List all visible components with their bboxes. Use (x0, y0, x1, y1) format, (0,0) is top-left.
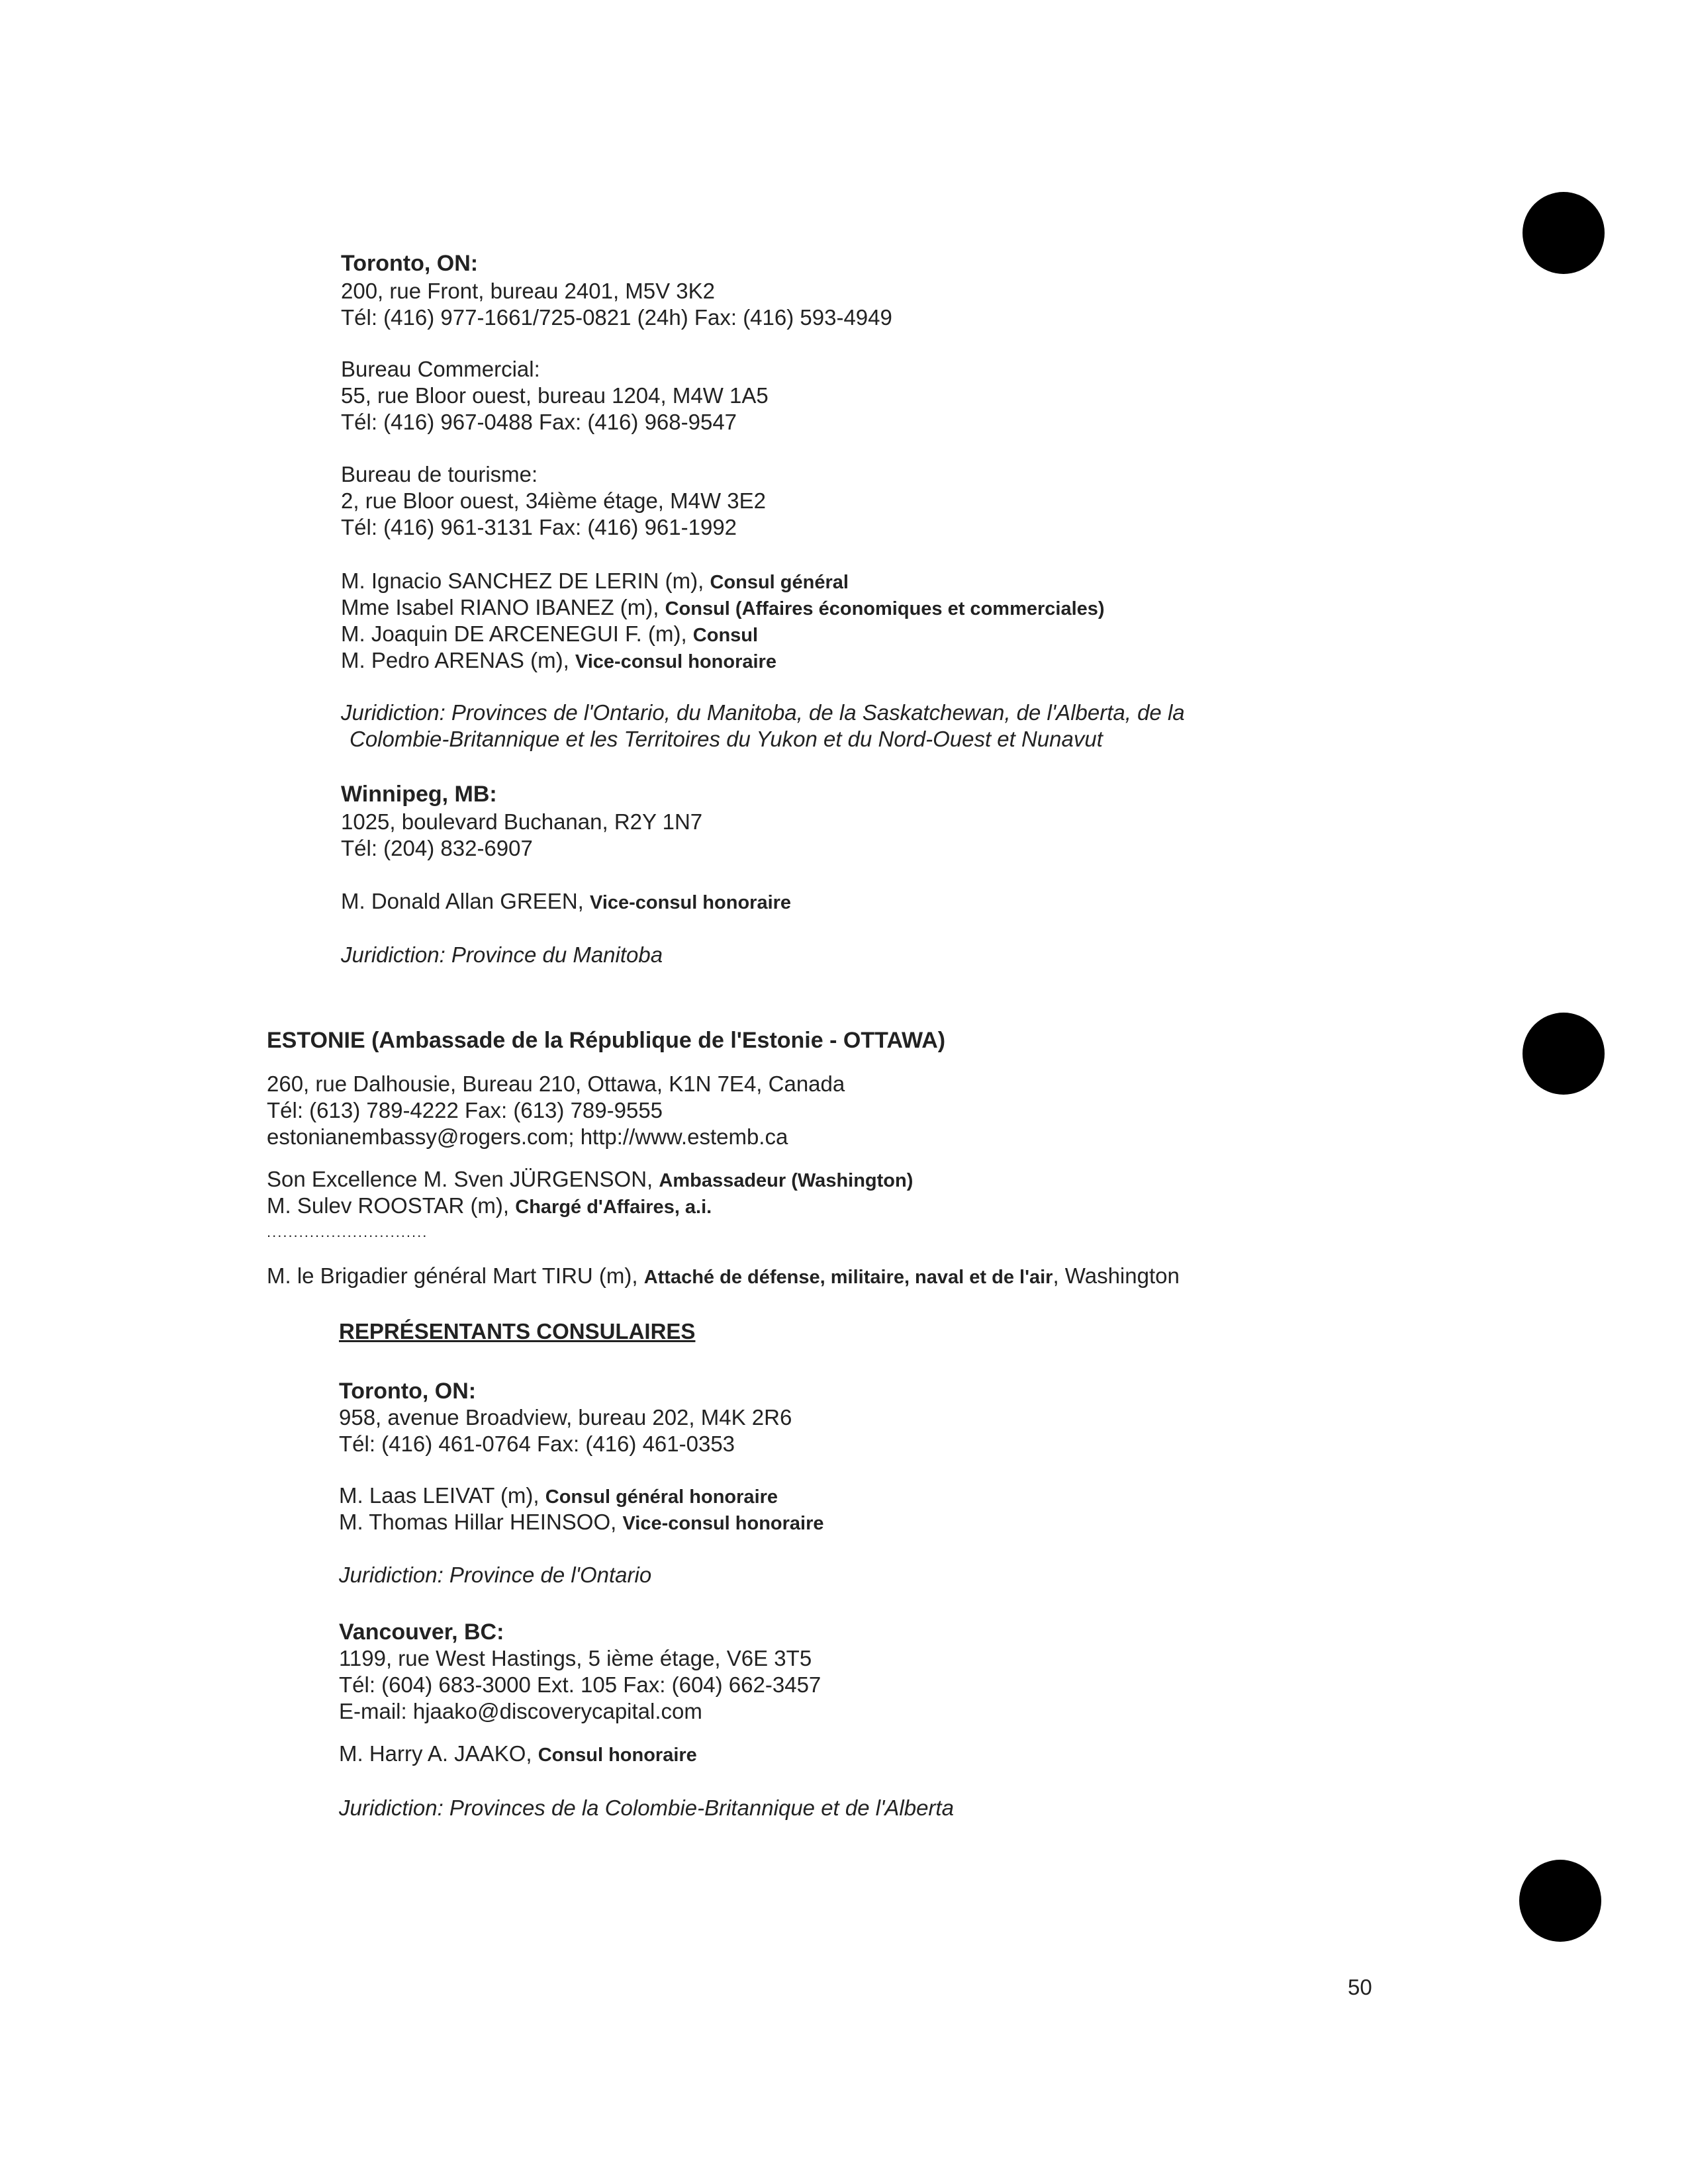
address-line: 2, rue Bloor ouest, 34ième étage, M4W 3E2 (341, 488, 767, 513)
staff-name: M. Pedro ARENAS (m), (341, 648, 575, 672)
staff-name: Mme Isabel RIANO IBANEZ (m), (341, 595, 665, 619)
address-line: 55, rue Bloor ouest, bureau 1204, M4W 1A5 (341, 383, 769, 408)
tourism-office-label: Bureau de tourisme: (341, 462, 538, 486)
staff-entry (267, 1166, 913, 1194)
address-line: 260, rue Dalhousie, Bureau 210, Ottawa, K1N 7E4, Canada (267, 1071, 845, 1096)
phone-line: Tél: (604) 683-3000 Ext. 105 Fax: (604) 662-3457 (339, 1672, 821, 1697)
staff-role: Consul (692, 625, 759, 646)
jurisdiction-line: Colombie-Britannique et les Territoires du Yukon et du Nord-Ouest et Nunavut (350, 727, 1103, 751)
staff-entry (341, 888, 791, 916)
staff-name: M. Joaquin DE ARCENEGUI F. (m), (341, 621, 693, 646)
staff-role: Consul (Affaires économiques et commerciales) (665, 598, 1105, 619)
staff-location: , Washington (1053, 1263, 1180, 1288)
jurisdiction-line: Juridiction: Province de l'Ontario (339, 1563, 652, 1587)
consular-representatives-heading: REPRÉSENTANTS CONSULAIRES (339, 1319, 696, 1343)
staff-entry (341, 647, 776, 675)
punch-hole-middle (1523, 1013, 1605, 1095)
staff-name: M. Harry A. JAAKO, (339, 1741, 538, 1766)
staff-name: Son Excellence M. Sven JÜRGENSON, (267, 1167, 659, 1191)
address-line: 958, avenue Broadview, bureau 202, M4K 2R6 (339, 1405, 792, 1430)
dotted-separator: .............................. (267, 1224, 428, 1240)
section-heading-vancouver: Vancouver, BC: (339, 1619, 504, 1645)
staff-name: M. Thomas Hillar HEINSOO, (339, 1510, 623, 1534)
phone-line: Tél: (416) 967-0488 Fax: (416) 968-9547 (341, 410, 737, 434)
staff-name: M. Ignacio SANCHEZ DE LERIN (m), (341, 569, 710, 593)
email-line: E-mail: hjaako@discoverycapital.com (339, 1699, 702, 1723)
staff-role: Vice-consul honoraire (590, 892, 792, 913)
phone-line: Tél: (204) 832-6907 (341, 836, 533, 860)
staff-name: M. Donald Allan GREEN, (341, 889, 590, 913)
staff-role: Consul général (710, 572, 849, 593)
phone-line: Tél: (613) 789-4222 Fax: (613) 789-9555 (267, 1098, 663, 1122)
staff-name: M. Sulev ROOSTAR (m), (267, 1193, 516, 1218)
punch-hole-bottom (1519, 1860, 1601, 1942)
address-line: 200, rue Front, bureau 2401, M5V 3K2 (341, 279, 716, 303)
staff-role: Attaché de défense, militaire, naval et de l'air (643, 1267, 1053, 1288)
jurisdiction-line: Juridiction: Provinces de l'Ontario, du Manitoba, de la Saskatchewan, de l'Alberta, de la (341, 700, 1185, 725)
section-heading-toronto: Toronto, ON: (341, 251, 479, 276)
phone-line: Tél: (416) 977-1661/725-0821 (24h) Fax: (416) 593-4949 (341, 305, 892, 330)
staff-role: Ambassadeur (Washington) (659, 1170, 914, 1191)
staff-role: Vice-consul honoraire (575, 651, 776, 672)
staff-entry (339, 1741, 697, 1768)
staff-role: Vice-consul honoraire (622, 1513, 824, 1534)
country-heading-estonia: ESTONIE (Ambassade de la République de l'Estonie - OTTAWA) (267, 1028, 946, 1053)
staff-entry (341, 568, 849, 596)
staff-name: M. le Brigadier général Mart TIRU (m), (267, 1263, 644, 1288)
staff-name: M. Laas LEIVAT (m), (339, 1483, 545, 1508)
section-heading-winnipeg: Winnipeg, MB: (341, 782, 497, 807)
staff-entry (341, 594, 1105, 622)
jurisdiction-line: Juridiction: Province du Manitoba (341, 942, 663, 967)
phone-line: Tél: (416) 461-0764 Fax: (416) 461-0353 (339, 1432, 735, 1456)
staff-role: Consul honoraire (538, 1745, 697, 1766)
page-number: 50 (1348, 1975, 1372, 1999)
staff-role: Consul général honoraire (545, 1486, 778, 1508)
contact-web-line: estonianembassy@rogers.com; http://www.estemb.ca (267, 1124, 788, 1149)
address-line: 1025, boulevard Buchanan, R2Y 1N7 (341, 809, 703, 834)
address-line: 1199, rue West Hastings, 5 ième étage, V6E 3T5 (339, 1646, 812, 1670)
staff-entry (339, 1482, 778, 1510)
staff-entry (267, 1263, 1180, 1291)
phone-line: Tél: (416) 961-3131 Fax: (416) 961-1992 (341, 515, 737, 539)
jurisdiction-line: Juridiction: Provinces de la Colombie-Britannique et de l'Alberta (339, 1796, 954, 1820)
staff-entry (341, 621, 758, 649)
staff-entry (339, 1509, 824, 1537)
commercial-office-label: Bureau Commercial: (341, 357, 540, 381)
punch-hole-top (1523, 192, 1605, 274)
staff-role: Chargé d'Affaires, a.i. (515, 1197, 712, 1218)
staff-entry (267, 1193, 712, 1220)
section-heading-toronto: Toronto, ON: (339, 1379, 477, 1404)
